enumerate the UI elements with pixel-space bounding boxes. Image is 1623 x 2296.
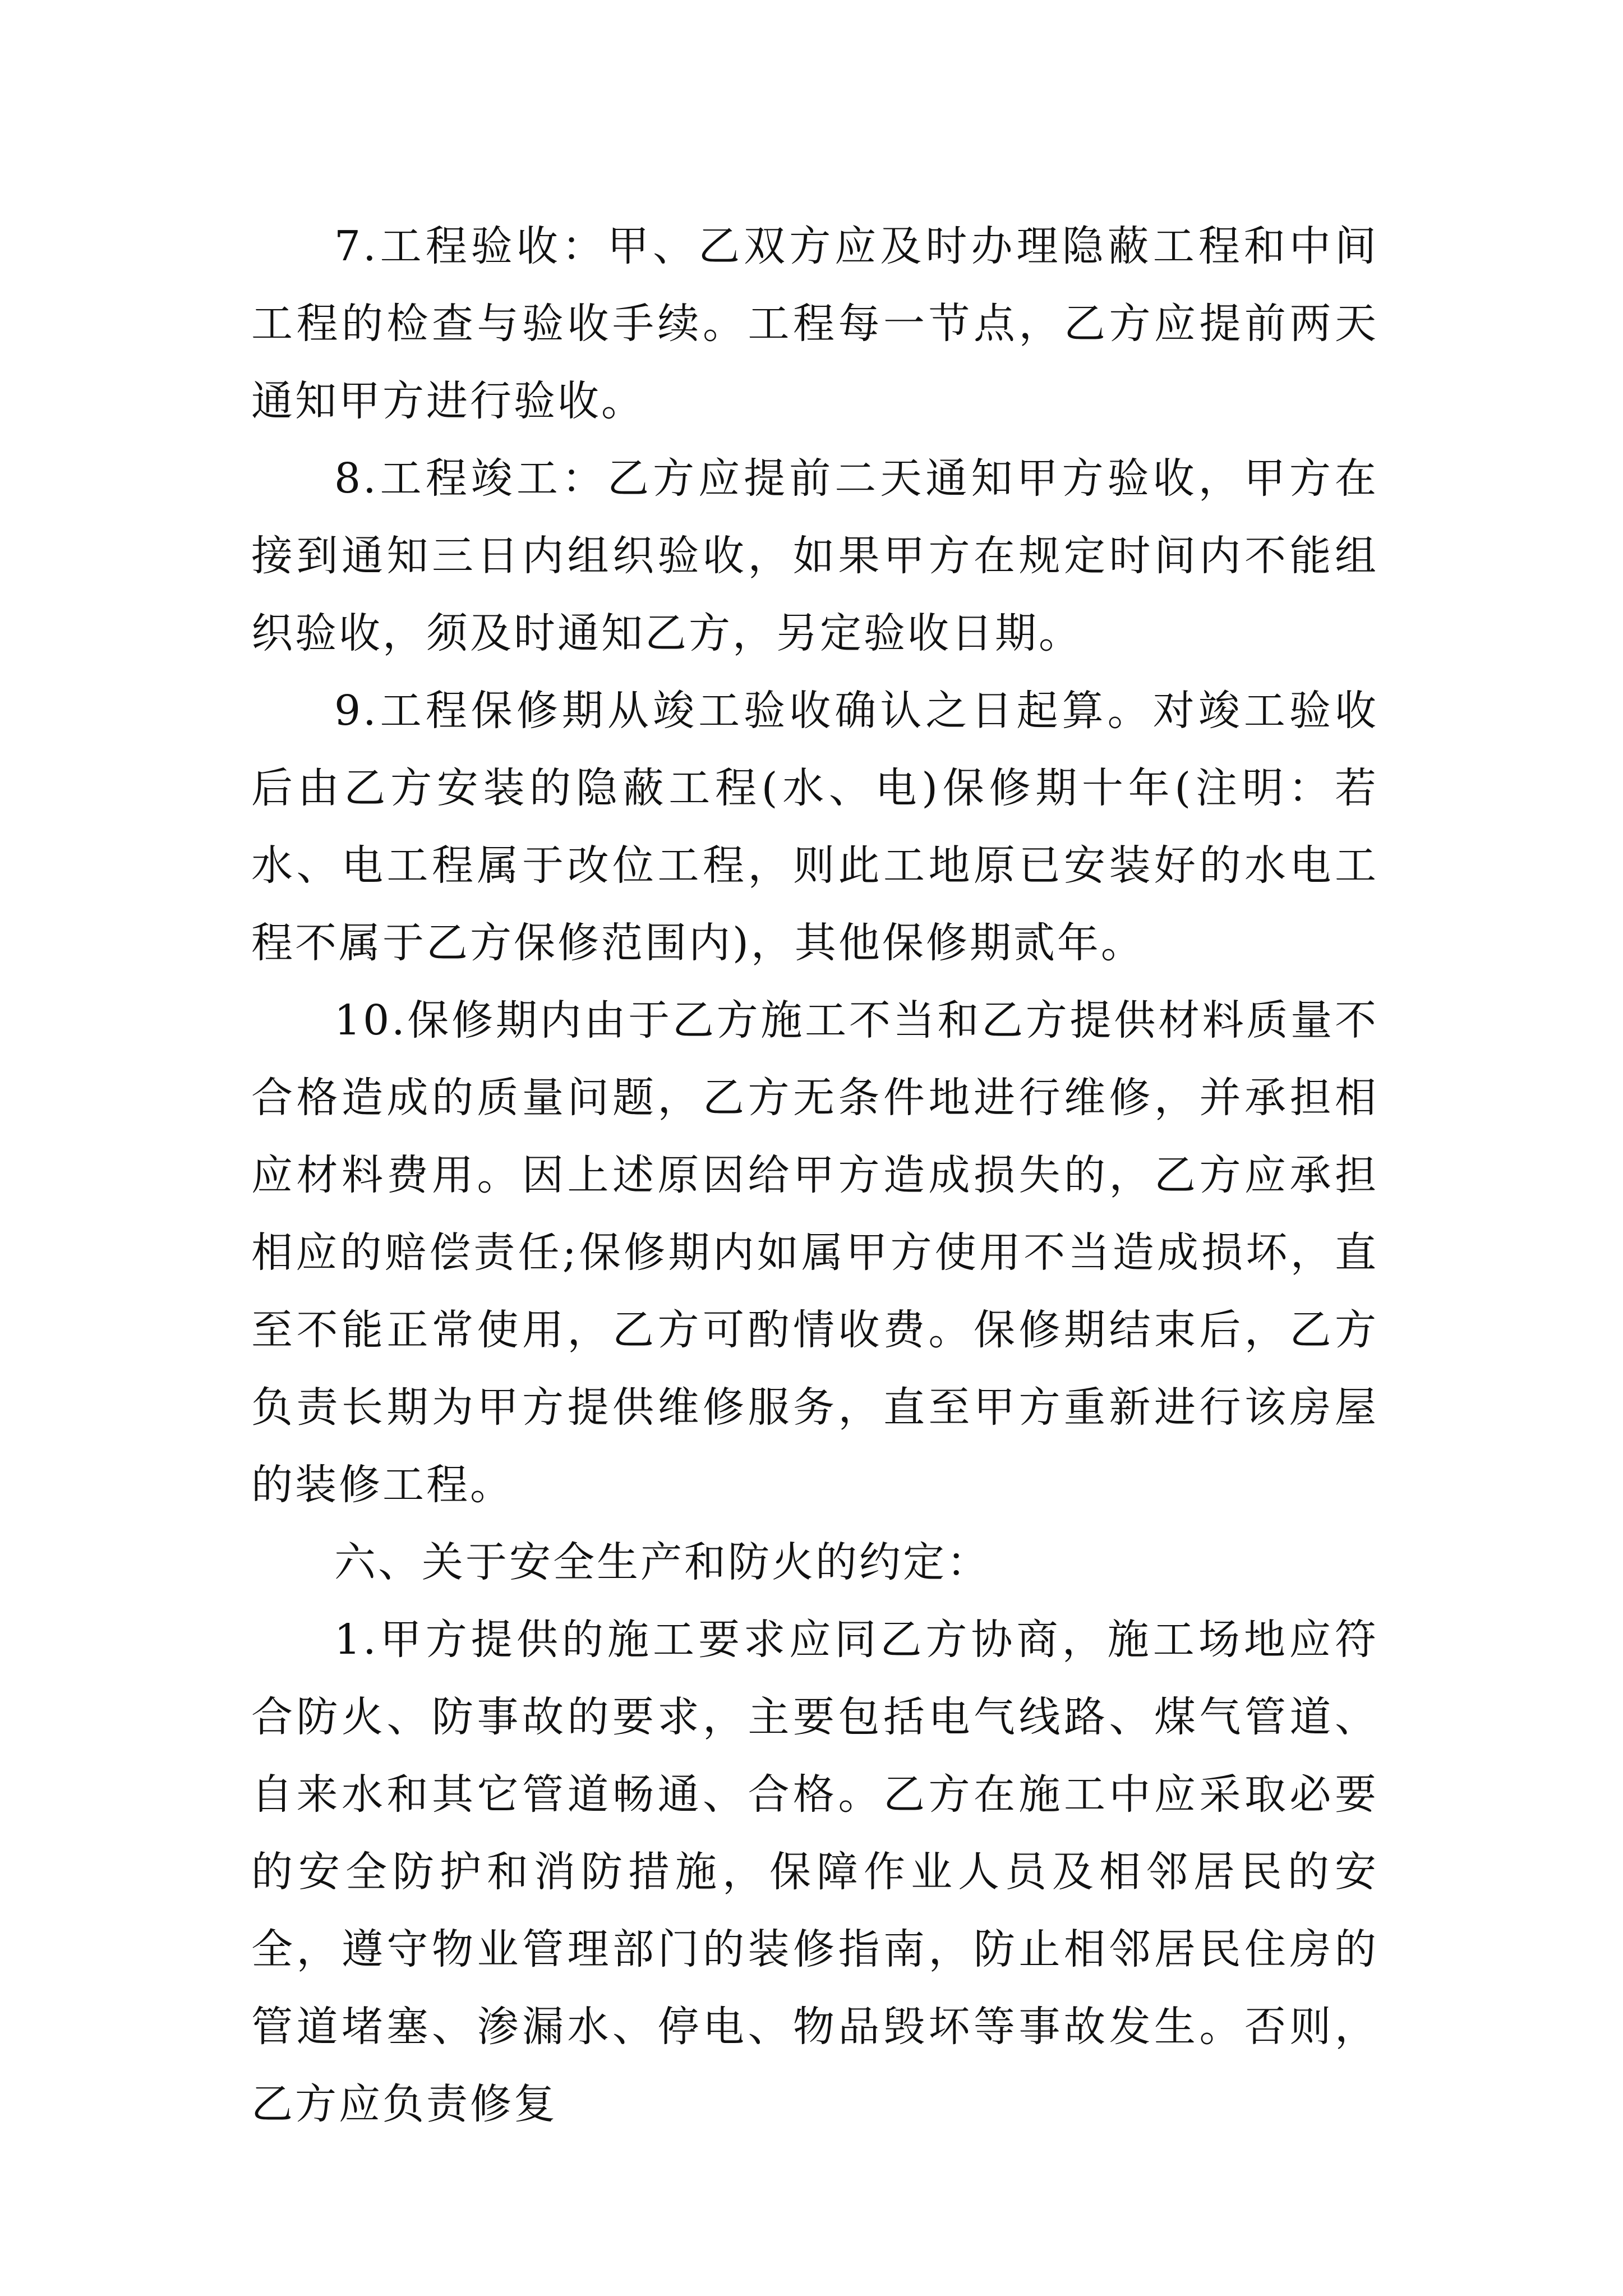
clause-7-acceptance: 7.工程验收：甲、乙双方应及时办理隐蔽工程和中间工程的检查与验收手续。工程每一节点，乙方应提前两天通知甲方进行验收。 xyxy=(251,222,1378,425)
clause-10-warranty-repair: 10.保修期内由于乙方施工不当和乙方提供材料质量不合格造成的质量问题，乙方无条件地进行维修，并承担相应材料费用。因上述原因给甲方造成损失的，乙方应承担相应的赔偿责任;保修期内如属甲方使用不当造成损坏，直至不能正常使用，乙方可酌情收费。保修期结束后，乙方负责长期为甲方提供维修服务，直至甲方重新进行该房屋的装修工程。 xyxy=(251,996,1378,1509)
clause-8-completion: 8.工程竣工：乙方应提前二天通知甲方验收，甲方在接到通知三日内组织验收，如果甲方在规定时间内不能组织验收，须及时通知乙方，另定验收日期。 xyxy=(251,454,1378,657)
section-6-heading: 六、关于安全生产和防火的约定： xyxy=(334,1538,990,1586)
section-6-clause-1: 1.甲方提供的施工要求应同乙方协商，施工场地应符合防火、防事故的要求，主要包括电气线路、煤气管道、自来水和其它管道畅通、合格。乙方在施工中应采取必要的安全防护和消防措施，保障作业人员及相邻居民的安全，遵守物业管理部门的装修指南，防止相邻居民住房的管道堵塞、渗漏水、停电、物品毁坏等事故发生。否则，乙方应负责修复 xyxy=(251,1616,1378,2128)
document-body xyxy=(251,208,1378,2143)
clause-9-warranty-period: 9.工程保修期从竣工验收确认之日起算。对竣工验收后由乙方安装的隐蔽工程(水、电)保修期十年(注明：若水、电工程属于改位工程，则此工地原已安装好的水电工程不属于乙方保修范围内)，其他保修期贰年。 xyxy=(251,687,1378,967)
